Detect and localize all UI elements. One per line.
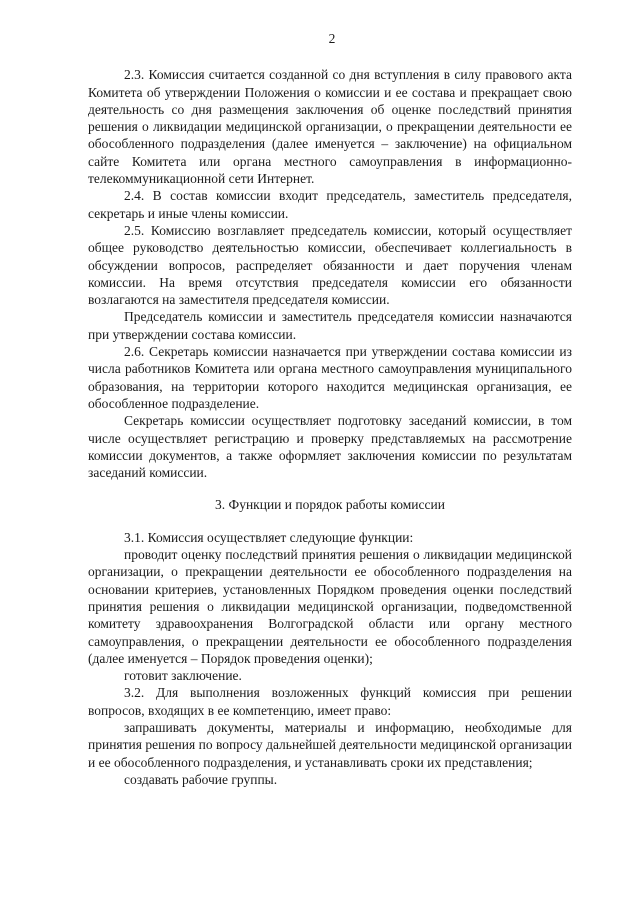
paragraph-3-1: 3.1. Комиссия осуществляет следующие функции: xyxy=(124,529,414,545)
paragraph-3-2: 3.2. Для выполнения возложенных функций комиссия при решении вопросов, входящих в ее компетенцию, имеет право: xyxy=(88,685,572,718)
paragraph-function-assessment: проводит оценку последствий принятия решения о ликвидации медицинской организации, о прекращении деятельности ее обособленного подразделения на основании критериев, установленных Порядком проведения оценки последствий принятия решения о ликвидации медицинской организации, подведомственной комитету здравоохранения Волгоградской области или органу местного самоуправления, о прекращении деятельности ее обособленного подразделения (далее именуется – Порядок проведения оценки); xyxy=(88,547,572,666)
document-page xyxy=(88,30,572,788)
paragraph-2-4: 2.4. В состав комиссии входит председатель, заместитель председателя, секретарь и иные члены комиссии. xyxy=(88,188,572,221)
paragraph-function-conclusion: готовит заключение. xyxy=(124,668,242,684)
paragraph-right-request: запрашивать документы, материалы и информацию, необходимые для принятия решения по вопросу дальнейшей деятельности медицинской организации и ее обособленного подразделения, и устанавливать сроки их представления; xyxy=(88,719,572,770)
paragraph-chairman-appointment: Председатель комиссии и заместитель председателя комиссии назначаются при утверждении состава комиссии. xyxy=(88,309,572,342)
section-title: 3. Функции и порядок работы комиссии xyxy=(215,497,445,513)
paragraph-secretary-duties: Секретарь комиссии осуществляет подготовку заседаний комиссии, в том числе осуществляет регистрацию и проверку представляемых на рассмотрение комиссии документов, а также оформляет заключения комиссии по результатам заседаний комиссии. xyxy=(88,413,572,481)
paragraph-2-6: 2.6. Секретарь комиссии назначается при утверждении состава комиссии из числа работников Комитета или органа местного самоуправления муниципального образования, на территории которого находится медицинская организация, ее обособленное подразделение. xyxy=(88,344,572,411)
paragraph-2-3: 2.3. Комиссия считается созданной со дня вступления в силу правового акта Комитета об утверждении Положения о комиссии и ее состава и прекращает свою деятельность со дня размещения заключения об оценке последствий принятия решения о ликвидации медицинской организации, о прекращении деятельности ее обособленного подразделения (далее именуется – заключение) на официальном сайте Комитета или органа местного самоуправления в информационно-телекоммуникационной сети Интернет. xyxy=(88,67,572,187)
page-number: 2 xyxy=(328,31,336,46)
paragraph-2-5: 2.5. Комиссию возглавляет председатель комиссии, который осуществляет общее руководство деятельностью комиссии, обеспечивает коллегиальность в обсуждении вопросов, распределяет обязанности и дает поручения членам комиссии. На время отсутствия председателя комиссии его обязанности возлагаются на заместителя председателя комиссии. xyxy=(88,222,572,308)
paragraph-right-groups: создавать рабочие группы. xyxy=(124,771,278,787)
